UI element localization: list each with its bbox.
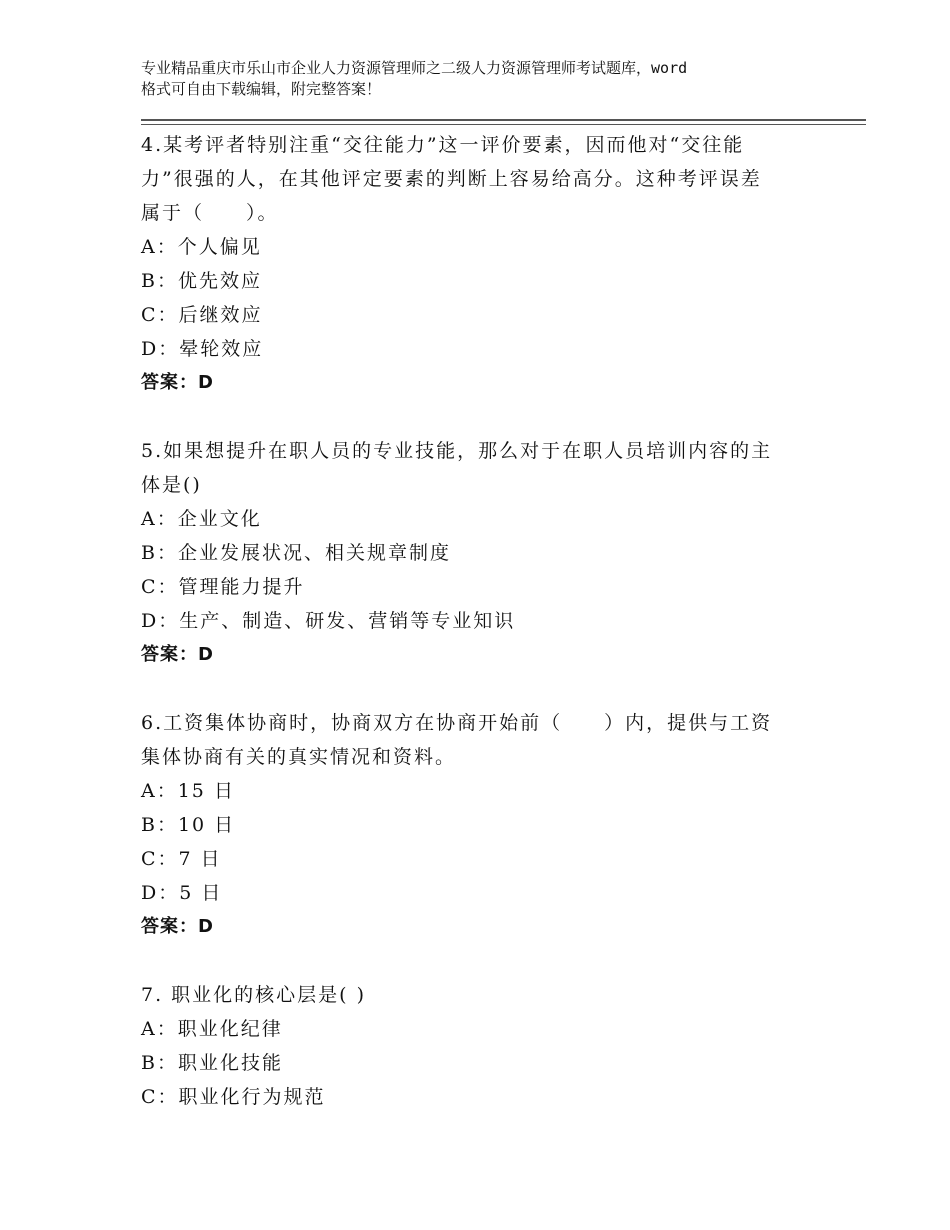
question-6: [141, 706, 821, 944]
question-stem-line: 体是(): [141, 474, 202, 496]
header-line-1: 专业精品重庆市乐山市企业人力资源管理师之二级人力资源管理师考试题库，word: [141, 59, 688, 77]
option-c: C：管理能力提升: [141, 576, 305, 598]
header-divider-thick: [141, 119, 866, 121]
document-header: [141, 58, 841, 100]
question-stem-line: 4.某考评者特别注重“交往能力”这一评价要素，因而他对“交往能: [141, 134, 745, 156]
option-b: B：企业发展状况、相关规章制度: [141, 542, 451, 564]
option-c: C：职业化行为规范: [141, 1086, 326, 1108]
question-stem-line: 集体协商有关的真实情况和资料。: [141, 746, 457, 768]
option-d: D：5 日: [141, 882, 223, 904]
question-list: [141, 128, 821, 1114]
answer-label: 答案：D: [141, 644, 214, 665]
option-d: D：生产、制造、研发、营销等专业知识: [141, 610, 516, 632]
option-a: A：15 日: [141, 780, 235, 802]
question-stem-line: 力”很强的人，在其他评定要素的判断上容易给高分。这种考评误差: [141, 168, 762, 190]
header-divider-thin: [141, 124, 866, 125]
option-a: A：职业化纪律: [141, 1018, 283, 1040]
option-a: A：企业文化: [141, 508, 262, 530]
option-c: C：7 日: [141, 848, 222, 870]
answer-label: 答案：D: [141, 372, 214, 393]
option-a: A：个人偏见: [141, 236, 262, 258]
option-c: C：后继效应: [141, 304, 263, 326]
question-stem-line: 6.工资集体协商时，协商双方在协商开始前（ ）内，提供与工资: [141, 712, 773, 734]
question-stem-line: 5.如果想提升在职人员的专业技能，那么对于在职人员培训内容的主: [141, 440, 773, 462]
question-5: [141, 434, 821, 672]
question-7: [141, 978, 821, 1114]
header-line-2: 格式可自由下载编辑，附完整答案！: [141, 80, 382, 98]
question-stem-line: 7. 职业化的核心层是( ): [141, 984, 367, 1006]
option-b: B：职业化技能: [141, 1052, 283, 1074]
question-4: [141, 128, 821, 400]
question-stem-line: 属于（ ）。: [141, 202, 279, 224]
option-d: D：晕轮效应: [141, 338, 264, 360]
option-b: B：10 日: [141, 814, 236, 836]
option-b: B：优先效应: [141, 270, 262, 292]
answer-label: 答案：D: [141, 916, 214, 937]
